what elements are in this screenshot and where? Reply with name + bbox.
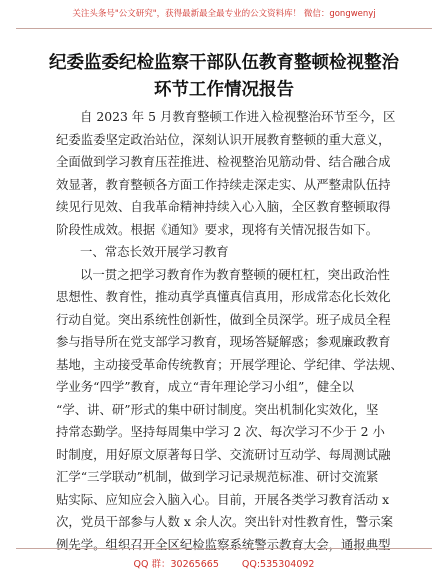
footer-divider — [16, 548, 432, 549]
title-line-2: 环节工作情况报告 — [154, 80, 294, 100]
section-heading: 一、常态长效开展学习教育 — [80, 244, 229, 259]
footer-qq-group: QQ 群：30265665 — [133, 559, 219, 570]
body-line: 思想性、教育性，推动真学真懂真信真用，形成常态化长效化 — [56, 289, 391, 304]
body-line: 基地，主动接受革命传统教育；开展学理论、学纪律、学法规、 — [56, 356, 403, 372]
body-line: 以一贯之把学习教育作为教育整顿的硬杠杠，突出政治性 — [80, 266, 390, 282]
body-line: 贴实际、应知应会入脑入心。目前，开展各类学习教育活动 x — [56, 491, 390, 507]
body-line: “学、讲、研”形式的集中研讨制度。突出机制化实效化，坚 — [56, 401, 379, 417]
body-line: 次，党员干部参与人数 x 余人次。突出针对性教育性，警示案 — [56, 514, 394, 529]
title-line-1: 纪委监委纪检监察干部队伍教育整顿检视整治 — [49, 53, 399, 73]
body-line: 自 2023 年 5 月教育整顿工作进入检视整治环节至今，区 — [80, 109, 396, 124]
body-line: 参与指导所在党支部学习教育，现场答疑解惑；参观廉政教育 — [56, 334, 391, 349]
document-body — [56, 106, 403, 556]
body-line: 阶段性成效。根据《通知》要求，现将有关情况报告如下。 — [56, 221, 379, 237]
body-line: 汇学“三学联动”机制，做到学习记录规范标准、研讨交流紧 — [56, 469, 379, 484]
body-line: 学业务“四学”教育，成立“青年理论学习小组”，健全以 — [56, 379, 354, 394]
body-line: 续见行见效、自我革命精神持续入心入脑，全区教育整顿取得 — [56, 199, 391, 214]
header-promo-note: 关注头条号"公文研究"，获得最新最全最专业的公文资料库！ 微信：gongwenyj — [72, 9, 376, 19]
body-line: 持常态勤学。坚持每周集中学习 2 次、每次学习不少于 2 小 — [56, 424, 385, 439]
body-line: 例先学。组织召开全区纪检监察系统警示教育大会，通报典型 — [56, 536, 391, 552]
footer-qq: QQ:535304092 — [241, 559, 315, 570]
body-line: 全面做到学习教育压茬推进、检视整治见筋动骨、结合融合成 — [56, 154, 391, 169]
body-line: 时制度，用好原文原著每日学、交流研讨互动学、每周测试融 — [56, 446, 391, 462]
body-line: 纪委监委坚定政治站位，深刻认识开展教育整顿的重大意义， — [56, 131, 391, 147]
body-line: 效显著，教育整顿各方面工作持续走深走实、从严整肃队伍持 — [56, 176, 391, 192]
footer-contact — [0, 556, 448, 570]
body-line: 行动自觉。突出系统性创新性，做到全员深学。班子成员全程 — [56, 311, 391, 327]
document-title — [40, 50, 408, 104]
header-divider — [16, 28, 432, 29]
